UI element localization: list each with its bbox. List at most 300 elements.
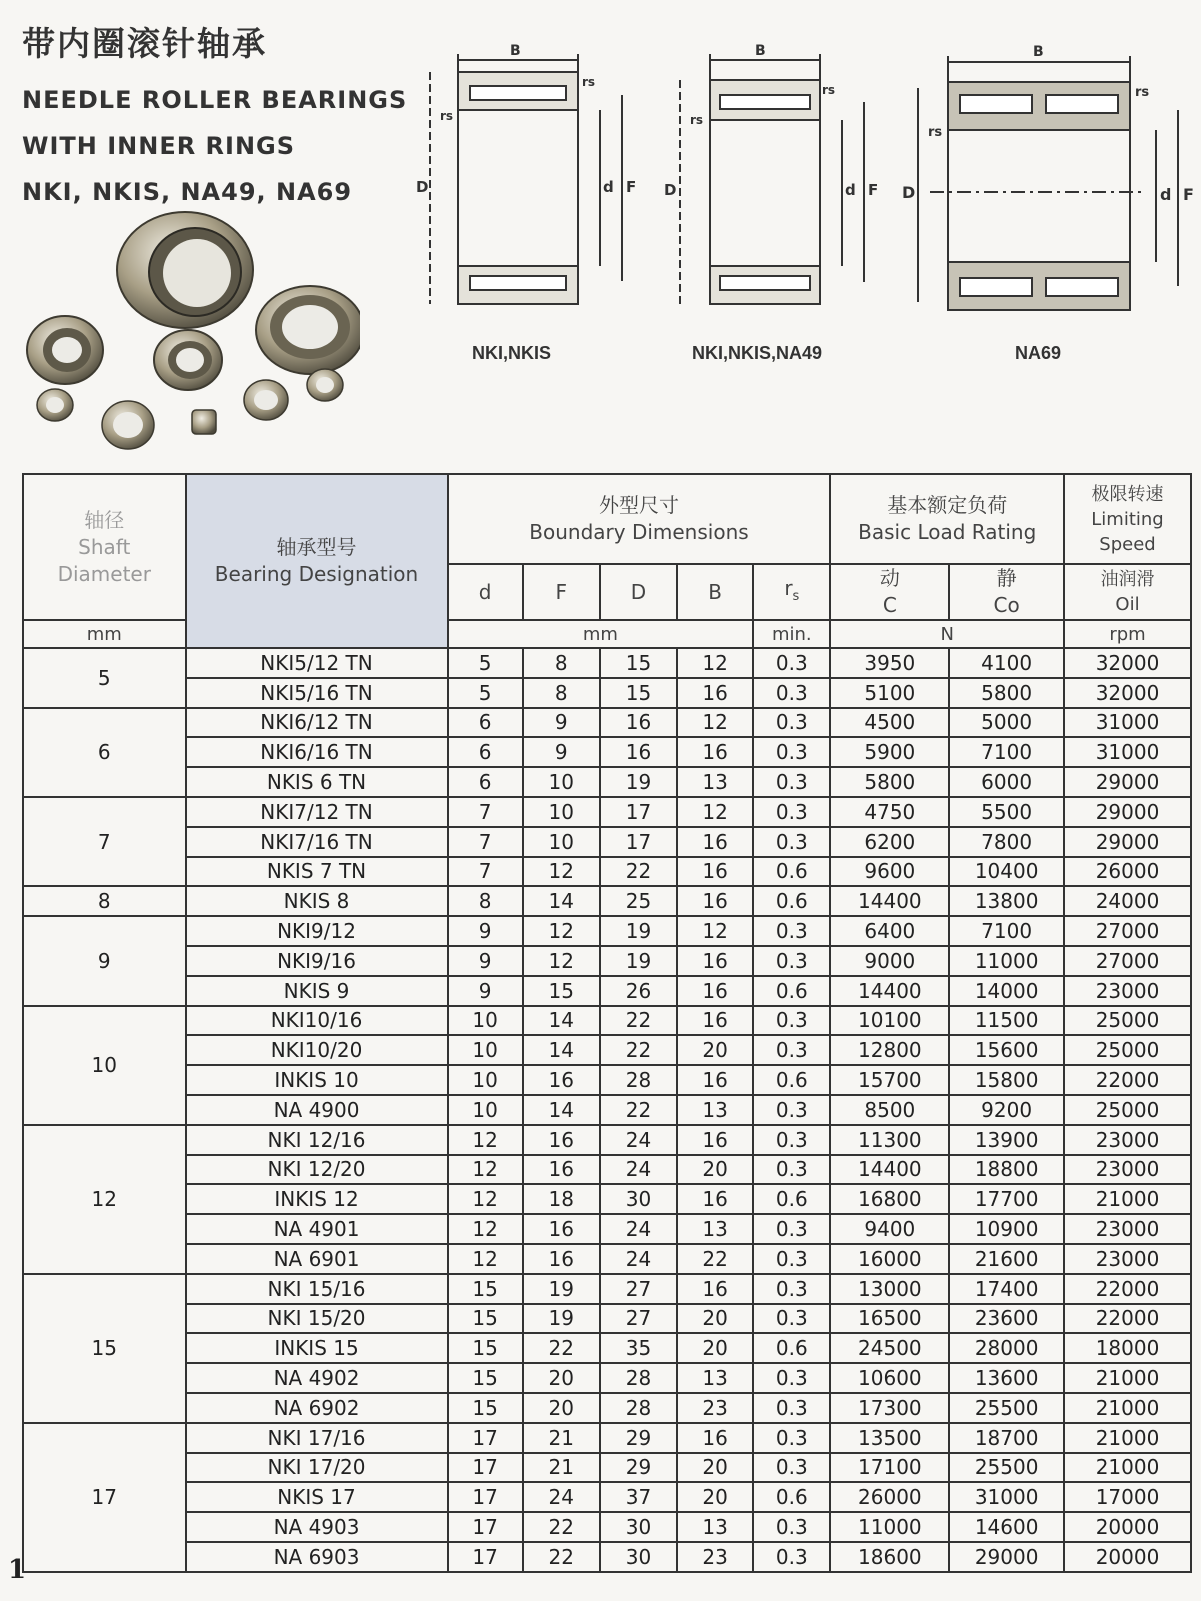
cell-rs: 0.3 bbox=[753, 797, 830, 827]
cell-B: 13 bbox=[677, 767, 753, 797]
cell-dynamic-load: 6200 bbox=[830, 827, 949, 857]
cell-oil-speed: 29000 bbox=[1064, 767, 1191, 797]
shaft-diameter-cell: 9 bbox=[23, 916, 186, 1005]
catalog-header bbox=[22, 18, 422, 215]
cell-dynamic-load: 12800 bbox=[830, 1035, 949, 1065]
table-row bbox=[23, 1095, 1191, 1125]
table-row bbox=[23, 1184, 1191, 1214]
diagram-1-D-label: D bbox=[416, 178, 429, 196]
cell-B: 16 bbox=[677, 678, 753, 708]
table-row bbox=[23, 1542, 1191, 1572]
cell-designation: NKI 17/20 bbox=[186, 1453, 448, 1483]
cell-static-load: 29000 bbox=[949, 1542, 1064, 1572]
cell-B: 13 bbox=[677, 1214, 753, 1244]
cell-oil-speed: 24000 bbox=[1064, 886, 1191, 916]
cell-oil-speed: 31000 bbox=[1064, 737, 1191, 767]
cell-dynamic-load: 11000 bbox=[830, 1512, 949, 1542]
cell-D: 30 bbox=[600, 1184, 677, 1214]
cell-rs: 0.6 bbox=[753, 976, 830, 1006]
cell-D: 30 bbox=[600, 1512, 677, 1542]
cell-dynamic-load: 18600 bbox=[830, 1542, 949, 1572]
cell-B: 12 bbox=[677, 708, 753, 738]
table-row bbox=[23, 946, 1191, 976]
cell-dynamic-load: 9600 bbox=[830, 857, 949, 887]
cell-F: 12 bbox=[523, 857, 600, 887]
bearings-photo bbox=[20, 210, 360, 465]
cell-F: 10 bbox=[523, 797, 600, 827]
shaft-diameter-cell: 8 bbox=[23, 886, 186, 916]
diagram-nki-nkis bbox=[410, 40, 645, 310]
cell-B: 20 bbox=[677, 1333, 753, 1363]
cell-rs: 0.6 bbox=[753, 1482, 830, 1512]
cell-B: 12 bbox=[677, 648, 753, 678]
diagram-3-B-label: B bbox=[1033, 44, 1044, 60]
shaft-diameter-cell: 12 bbox=[23, 1125, 186, 1274]
cell-static-load: 11000 bbox=[949, 946, 1064, 976]
cell-static-load: 14600 bbox=[949, 1512, 1064, 1542]
bearing-large-right bbox=[256, 286, 360, 374]
cell-B: 13 bbox=[677, 1095, 753, 1125]
cell-F: 14 bbox=[523, 1035, 600, 1065]
cell-rs: 0.3 bbox=[753, 946, 830, 976]
cell-rs: 0.3 bbox=[753, 827, 830, 857]
cell-dynamic-load: 5800 bbox=[830, 767, 949, 797]
diagram-2-d-label: d bbox=[845, 181, 856, 199]
cell-rs: 0.3 bbox=[753, 678, 830, 708]
table-row bbox=[23, 1482, 1191, 1512]
specification-table bbox=[22, 473, 1192, 1573]
table-row bbox=[23, 1333, 1191, 1363]
cell-dynamic-load: 10100 bbox=[830, 1006, 949, 1036]
table-row bbox=[23, 827, 1191, 857]
cell-designation: NA 6901 bbox=[186, 1244, 448, 1274]
cell-oil-speed: 29000 bbox=[1064, 827, 1191, 857]
table-row bbox=[23, 1035, 1191, 1065]
cell-D: 25 bbox=[600, 886, 677, 916]
table-row bbox=[23, 1006, 1191, 1036]
cell-designation: NKI6/12 TN bbox=[186, 708, 448, 738]
cell-dynamic-load: 8500 bbox=[830, 1095, 949, 1125]
cell-oil-speed: 31000 bbox=[1064, 708, 1191, 738]
cell-rs: 0.3 bbox=[753, 1035, 830, 1065]
cell-static-load: 18800 bbox=[949, 1155, 1064, 1185]
cell-D: 27 bbox=[600, 1274, 677, 1304]
cell-static-load: 25500 bbox=[949, 1393, 1064, 1423]
cell-dynamic-load: 17100 bbox=[830, 1453, 949, 1483]
cell-F: 9 bbox=[523, 737, 600, 767]
cell-dynamic-load: 15700 bbox=[830, 1065, 949, 1095]
cell-static-load: 7800 bbox=[949, 827, 1064, 857]
cell-d: 6 bbox=[448, 708, 523, 738]
cell-d: 6 bbox=[448, 737, 523, 767]
table-row bbox=[23, 797, 1191, 827]
cell-oil-speed: 27000 bbox=[1064, 916, 1191, 946]
cell-oil-speed: 23000 bbox=[1064, 976, 1191, 1006]
diagram-3-rs-label: rs bbox=[1135, 85, 1150, 100]
cell-static-load: 6000 bbox=[949, 767, 1064, 797]
cell-d: 5 bbox=[448, 678, 523, 708]
cell-oil-speed: 21000 bbox=[1064, 1184, 1191, 1214]
cell-designation: NKI 17/16 bbox=[186, 1423, 448, 1453]
cell-F: 19 bbox=[523, 1274, 600, 1304]
cell-oil-speed: 21000 bbox=[1064, 1363, 1191, 1393]
cell-dynamic-load: 4750 bbox=[830, 797, 949, 827]
diagram-3-caption: NA69 bbox=[1015, 343, 1062, 363]
cell-dynamic-load: 5100 bbox=[830, 678, 949, 708]
cell-rs: 0.3 bbox=[753, 767, 830, 797]
cell-F: 22 bbox=[523, 1542, 600, 1572]
cell-rs: 0.3 bbox=[753, 1155, 830, 1185]
cell-rs: 0.3 bbox=[753, 1274, 830, 1304]
cell-designation: NKIS 6 TN bbox=[186, 767, 448, 797]
cell-static-load: 5800 bbox=[949, 678, 1064, 708]
cell-D: 24 bbox=[600, 1125, 677, 1155]
cell-dynamic-load: 24500 bbox=[830, 1333, 949, 1363]
cell-d: 17 bbox=[448, 1423, 523, 1453]
cell-static-load: 5500 bbox=[949, 797, 1064, 827]
cell-D: 29 bbox=[600, 1423, 677, 1453]
cell-d: 17 bbox=[448, 1453, 523, 1483]
cell-dynamic-load: 5900 bbox=[830, 737, 949, 767]
cell-oil-speed: 20000 bbox=[1064, 1512, 1191, 1542]
cell-D: 35 bbox=[600, 1333, 677, 1363]
cell-static-load: 7100 bbox=[949, 737, 1064, 767]
diagram-2-D-label: D bbox=[664, 181, 677, 199]
cell-static-load: 17400 bbox=[949, 1274, 1064, 1304]
cell-B: 13 bbox=[677, 1512, 753, 1542]
table-row bbox=[23, 886, 1191, 916]
cell-oil-speed: 25000 bbox=[1064, 1006, 1191, 1036]
cell-rs: 0.3 bbox=[753, 1125, 830, 1155]
header-bearing-designation: 轴承型号 Bearing Designation bbox=[186, 474, 448, 648]
cell-d: 15 bbox=[448, 1274, 523, 1304]
table-row bbox=[23, 1453, 1191, 1483]
cell-rs: 0.6 bbox=[753, 1184, 830, 1214]
cell-dynamic-load: 16000 bbox=[830, 1244, 949, 1274]
cell-designation: NKI 12/20 bbox=[186, 1155, 448, 1185]
cell-designation: NKI5/16 TN bbox=[186, 678, 448, 708]
cell-D: 28 bbox=[600, 1065, 677, 1095]
cell-oil-speed: 27000 bbox=[1064, 946, 1191, 976]
cell-D: 16 bbox=[600, 708, 677, 738]
cell-dynamic-load: 17300 bbox=[830, 1393, 949, 1423]
cell-rs: 0.3 bbox=[753, 1512, 830, 1542]
cell-dynamic-load: 26000 bbox=[830, 1482, 949, 1512]
cell-F: 19 bbox=[523, 1304, 600, 1334]
cell-rs: 0.3 bbox=[753, 648, 830, 678]
cell-oil-speed: 18000 bbox=[1064, 1333, 1191, 1363]
title-chinese: 带内圈滚针轴承 bbox=[22, 24, 267, 63]
cell-dynamic-load: 6400 bbox=[830, 916, 949, 946]
cell-D: 19 bbox=[600, 946, 677, 976]
cell-rs: 0.3 bbox=[753, 1244, 830, 1274]
cell-oil-speed: 21000 bbox=[1064, 1453, 1191, 1483]
cell-dynamic-load: 13500 bbox=[830, 1423, 949, 1453]
header-col-d: d bbox=[448, 564, 523, 620]
diagram-3-rs-inner-label: rs bbox=[928, 125, 943, 140]
cell-designation: NKIS 7 TN bbox=[186, 857, 448, 887]
cell-oil-speed: 23000 bbox=[1064, 1244, 1191, 1274]
cell-dynamic-load: 13000 bbox=[830, 1274, 949, 1304]
cell-oil-speed: 26000 bbox=[1064, 857, 1191, 887]
cell-F: 22 bbox=[523, 1512, 600, 1542]
cell-oil-speed: 21000 bbox=[1064, 1423, 1191, 1453]
cell-oil-speed: 25000 bbox=[1064, 1095, 1191, 1125]
cell-D: 19 bbox=[600, 767, 677, 797]
cell-oil-speed: 22000 bbox=[1064, 1065, 1191, 1095]
cell-d: 17 bbox=[448, 1542, 523, 1572]
cell-F: 14 bbox=[523, 1006, 600, 1036]
cell-F: 8 bbox=[523, 648, 600, 678]
diagram-1-caption: NKI,NKIS bbox=[472, 343, 552, 363]
cell-oil-speed: 32000 bbox=[1064, 678, 1191, 708]
header-basic-load-rating: 基本额定负荷 Basic Load Rating bbox=[830, 474, 1064, 564]
shaft-diameter-cell: 17 bbox=[23, 1423, 186, 1572]
cell-d: 9 bbox=[448, 916, 523, 946]
cell-D: 28 bbox=[600, 1393, 677, 1423]
cell-static-load: 25500 bbox=[949, 1453, 1064, 1483]
cell-static-load: 5000 bbox=[949, 708, 1064, 738]
cell-designation: NKIS 9 bbox=[186, 976, 448, 1006]
cell-designation: INKIS 10 bbox=[186, 1065, 448, 1095]
cell-d: 7 bbox=[448, 797, 523, 827]
cell-designation: NA 4902 bbox=[186, 1363, 448, 1393]
diagram-3-D-label: D bbox=[902, 183, 916, 202]
diagram-3-F-label: F bbox=[1183, 185, 1194, 204]
table-row bbox=[23, 708, 1191, 738]
cell-designation: NKI7/16 TN bbox=[186, 827, 448, 857]
cell-D: 15 bbox=[600, 678, 677, 708]
cell-oil-speed: 29000 bbox=[1064, 797, 1191, 827]
cell-d: 12 bbox=[448, 1155, 523, 1185]
cell-designation: NKI10/16 bbox=[186, 1006, 448, 1036]
cell-F: 21 bbox=[523, 1423, 600, 1453]
cell-static-load: 11500 bbox=[949, 1006, 1064, 1036]
cell-rs: 0.3 bbox=[753, 1095, 830, 1125]
table-row bbox=[23, 1393, 1191, 1423]
cell-designation: NKIS 8 bbox=[186, 886, 448, 916]
diagram-2-B-label: B bbox=[755, 43, 766, 59]
cell-designation: NKI 12/16 bbox=[186, 1125, 448, 1155]
cell-d: 15 bbox=[448, 1304, 523, 1334]
bearing-medium-center bbox=[154, 330, 222, 390]
cell-oil-speed: 17000 bbox=[1064, 1482, 1191, 1512]
cell-B: 20 bbox=[677, 1482, 753, 1512]
cell-D: 27 bbox=[600, 1304, 677, 1334]
cell-d: 7 bbox=[448, 827, 523, 857]
cell-dynamic-load: 14400 bbox=[830, 886, 949, 916]
cell-dynamic-load: 11300 bbox=[830, 1125, 949, 1155]
cell-rs: 0.6 bbox=[753, 857, 830, 887]
specification-table-container bbox=[22, 473, 1192, 1573]
header-col-B: B bbox=[677, 564, 753, 620]
header-col-F: F bbox=[523, 564, 600, 620]
cell-F: 21 bbox=[523, 1453, 600, 1483]
cell-B: 12 bbox=[677, 916, 753, 946]
cell-B: 23 bbox=[677, 1542, 753, 1572]
cell-oil-speed: 20000 bbox=[1064, 1542, 1191, 1572]
table-body bbox=[23, 648, 1191, 1572]
cell-D: 30 bbox=[600, 1542, 677, 1572]
cell-B: 20 bbox=[677, 1453, 753, 1483]
cell-designation: NKI9/12 bbox=[186, 916, 448, 946]
cell-designation: NKIS 17 bbox=[186, 1482, 448, 1512]
cell-B: 13 bbox=[677, 1363, 753, 1393]
cell-d: 9 bbox=[448, 946, 523, 976]
cell-F: 18 bbox=[523, 1184, 600, 1214]
cell-dynamic-load: 9000 bbox=[830, 946, 949, 976]
cell-B: 16 bbox=[677, 857, 753, 887]
cell-B: 16 bbox=[677, 1125, 753, 1155]
cell-rs: 0.6 bbox=[753, 1065, 830, 1095]
diagram-2-rs-inner-label: rs bbox=[690, 113, 704, 127]
shaft-diameter-cell: 5 bbox=[23, 648, 186, 708]
cell-D: 26 bbox=[600, 976, 677, 1006]
diagram-3-d-label: d bbox=[1160, 185, 1172, 204]
table-row bbox=[23, 1065, 1191, 1095]
cell-d: 12 bbox=[448, 1184, 523, 1214]
cell-d: 15 bbox=[448, 1333, 523, 1363]
page-number: 1 bbox=[8, 1555, 27, 1585]
cell-F: 16 bbox=[523, 1065, 600, 1095]
cell-F: 10 bbox=[523, 827, 600, 857]
cell-D: 29 bbox=[600, 1453, 677, 1483]
cell-d: 17 bbox=[448, 1482, 523, 1512]
cell-static-load: 4100 bbox=[949, 648, 1064, 678]
unit-speed: rpm bbox=[1064, 620, 1191, 648]
header-shaft-diameter: 轴径 Shaft Diameter bbox=[23, 474, 186, 620]
cell-d: 6 bbox=[448, 767, 523, 797]
cell-designation: NA 4903 bbox=[186, 1512, 448, 1542]
cell-designation: NA 4900 bbox=[186, 1095, 448, 1125]
cell-static-load: 13800 bbox=[949, 886, 1064, 916]
cell-dynamic-load: 16800 bbox=[830, 1184, 949, 1214]
cell-static-load: 17700 bbox=[949, 1184, 1064, 1214]
table-row bbox=[23, 1363, 1191, 1393]
cell-static-load: 14000 bbox=[949, 976, 1064, 1006]
cell-static-load: 13600 bbox=[949, 1363, 1064, 1393]
table-row bbox=[23, 767, 1191, 797]
cell-static-load: 9200 bbox=[949, 1095, 1064, 1125]
cell-designation: NKI5/12 TN bbox=[186, 648, 448, 678]
cell-d: 12 bbox=[448, 1244, 523, 1274]
cell-D: 17 bbox=[600, 797, 677, 827]
cell-dynamic-load: 3950 bbox=[830, 648, 949, 678]
cell-D: 17 bbox=[600, 827, 677, 857]
cell-oil-speed: 32000 bbox=[1064, 648, 1191, 678]
cell-F: 22 bbox=[523, 1333, 600, 1363]
cell-D: 22 bbox=[600, 857, 677, 887]
cell-oil-speed: 23000 bbox=[1064, 1125, 1191, 1155]
cell-F: 15 bbox=[523, 976, 600, 1006]
cell-F: 16 bbox=[523, 1214, 600, 1244]
table-row bbox=[23, 1125, 1191, 1155]
cell-B: 22 bbox=[677, 1244, 753, 1274]
cell-dynamic-load: 4500 bbox=[830, 708, 949, 738]
cell-B: 16 bbox=[677, 976, 753, 1006]
cell-D: 22 bbox=[600, 1006, 677, 1036]
cell-designation: NKI10/20 bbox=[186, 1035, 448, 1065]
cell-d: 10 bbox=[448, 1006, 523, 1036]
table-row bbox=[23, 1304, 1191, 1334]
cell-d: 5 bbox=[448, 648, 523, 678]
cell-d: 10 bbox=[448, 1065, 523, 1095]
title-english-line-3: NKI, NKIS, NA49, NA69 bbox=[22, 178, 353, 206]
shaft-diameter-cell: 6 bbox=[23, 708, 186, 797]
title-english-line-1: NEEDLE ROLLER BEARINGS bbox=[22, 86, 408, 114]
cell-static-load: 10900 bbox=[949, 1214, 1064, 1244]
cell-rs: 0.3 bbox=[753, 1304, 830, 1334]
table-row bbox=[23, 976, 1191, 1006]
cell-D: 24 bbox=[600, 1155, 677, 1185]
cell-dynamic-load: 10600 bbox=[830, 1363, 949, 1393]
table-row bbox=[23, 737, 1191, 767]
cell-rs: 0.3 bbox=[753, 1006, 830, 1036]
cell-B: 20 bbox=[677, 1035, 753, 1065]
cell-rs: 0.3 bbox=[753, 1423, 830, 1453]
diagram-1-rs-inner-label: rs bbox=[440, 109, 454, 123]
shaft-diameter-cell: 15 bbox=[23, 1274, 186, 1423]
cell-F: 14 bbox=[523, 1095, 600, 1125]
cell-d: 10 bbox=[448, 1095, 523, 1125]
cell-F: 16 bbox=[523, 1155, 600, 1185]
cell-F: 14 bbox=[523, 886, 600, 916]
diagram-2-rs-label: rs bbox=[822, 83, 836, 97]
header-boundary-dimensions: 外型尺寸 Boundary Dimensions bbox=[448, 474, 831, 564]
table-row bbox=[23, 678, 1191, 708]
cell-static-load: 28000 bbox=[949, 1333, 1064, 1363]
cell-dynamic-load: 16500 bbox=[830, 1304, 949, 1334]
cell-d: 10 bbox=[448, 1035, 523, 1065]
header-limiting-speed: 极限转速 Limiting Speed bbox=[1064, 474, 1191, 564]
cell-rs: 0.6 bbox=[753, 886, 830, 916]
cell-static-load: 10400 bbox=[949, 857, 1064, 887]
table-row bbox=[23, 857, 1191, 887]
cell-D: 15 bbox=[600, 648, 677, 678]
cell-B: 16 bbox=[677, 1274, 753, 1304]
cell-rs: 0.3 bbox=[753, 916, 830, 946]
cell-D: 24 bbox=[600, 1214, 677, 1244]
unit-load: N bbox=[830, 620, 1064, 648]
cell-B: 16 bbox=[677, 1006, 753, 1036]
unit-rs: min. bbox=[753, 620, 830, 648]
cell-d: 17 bbox=[448, 1512, 523, 1542]
cell-B: 16 bbox=[677, 946, 753, 976]
table-row bbox=[23, 916, 1191, 946]
diagram-na69 bbox=[900, 40, 1200, 320]
cell-designation: NKI6/16 TN bbox=[186, 737, 448, 767]
table-row bbox=[23, 1423, 1191, 1453]
cell-B: 23 bbox=[677, 1393, 753, 1423]
cell-static-load: 7100 bbox=[949, 916, 1064, 946]
cell-designation: INKIS 15 bbox=[186, 1333, 448, 1363]
cell-B: 16 bbox=[677, 1423, 753, 1453]
cell-D: 22 bbox=[600, 1095, 677, 1125]
cell-d: 15 bbox=[448, 1393, 523, 1423]
cell-F: 20 bbox=[523, 1363, 600, 1393]
cell-oil-speed: 21000 bbox=[1064, 1393, 1191, 1423]
cell-B: 20 bbox=[677, 1304, 753, 1334]
table-row bbox=[23, 648, 1191, 678]
cell-F: 9 bbox=[523, 708, 600, 738]
title-english-line-2: WITH INNER RINGS bbox=[22, 132, 296, 160]
cell-d: 15 bbox=[448, 1363, 523, 1393]
cell-designation: NKI 15/20 bbox=[186, 1304, 448, 1334]
header-col-oil: 油润滑 Oil bbox=[1064, 564, 1191, 620]
cell-D: 16 bbox=[600, 737, 677, 767]
cell-B: 12 bbox=[677, 797, 753, 827]
cell-F: 10 bbox=[523, 767, 600, 797]
